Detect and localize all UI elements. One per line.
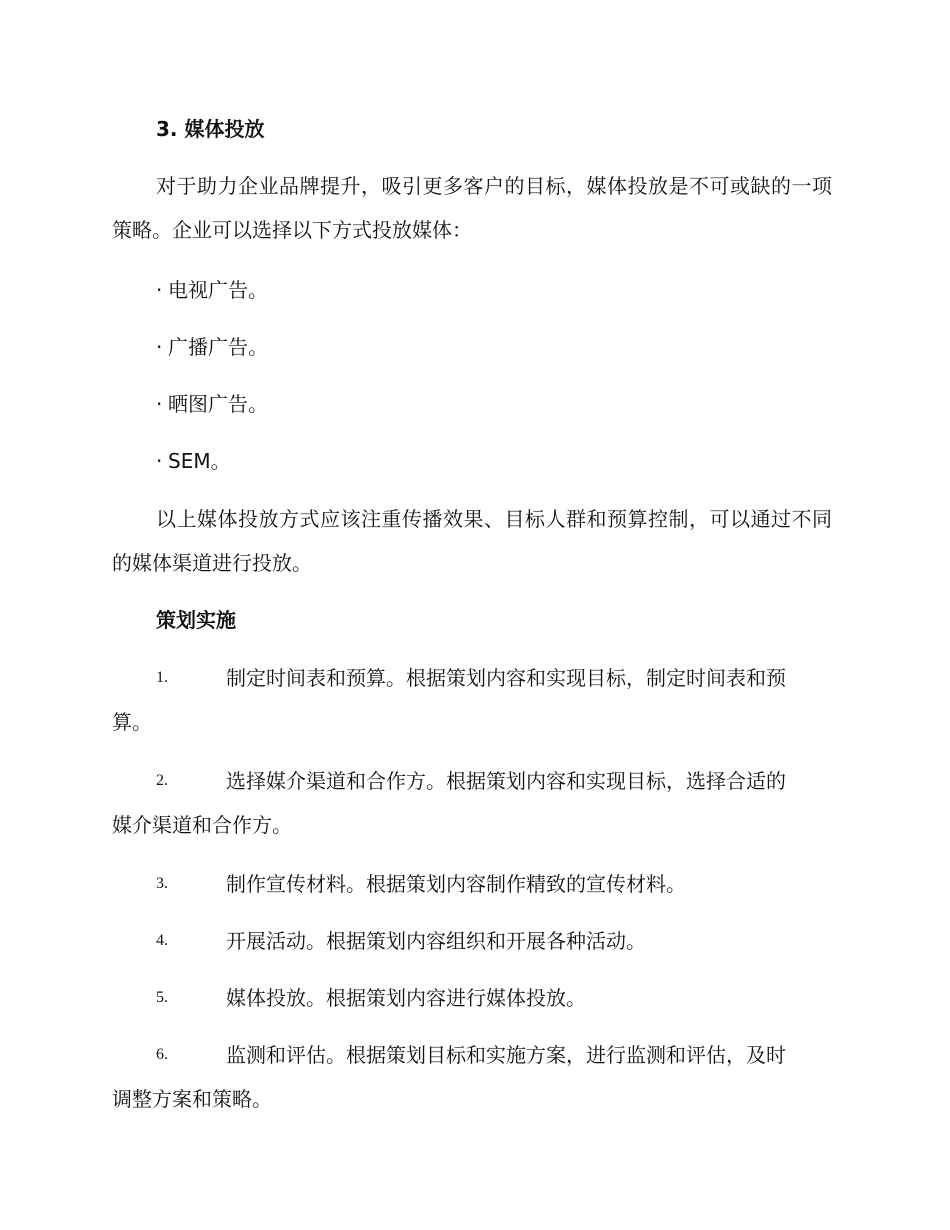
item-number: 1. [156,669,168,686]
list-item [112,919,832,963]
item-number: 5. [156,989,168,1006]
bullet-text: SEM。 [168,449,231,473]
bullet-item [156,390,268,418]
item-text: 选择媒介渠道和合作方。根据策划内容和实现目标，选择合适的 [226,769,786,793]
list-item [112,1033,832,1121]
implementation-heading: 策划实施 [156,608,236,632]
item-number: 6. [156,1046,168,1063]
item-text: 监测和评估。根据策划目标和实施方案，进行监测和评估，及时 [226,1043,786,1067]
bullet-dot: · [156,278,163,302]
bullet-dot: · [156,335,163,359]
item-text: 制定时间表和预算。根据策划内容和实现目标，制定时间表和预 [226,666,786,690]
bullet-dot: · [156,392,163,416]
bullet-item [156,276,268,304]
bullet-text: 广播广告。 [168,335,268,359]
intro-paragraph: 对于助力企业品牌提升，吸引更多客户的目标，媒体投放是不可或缺的一项策略。企业可以选择以下方式投放媒体： [112,174,832,242]
item-text: 制作宣传材料。根据策划内容制作精致的宣传材料。 [226,872,686,896]
item-number: 3. [156,875,168,892]
item-number: 4. [156,932,168,949]
item-text-continued: 调整方案和策略。 [112,1087,272,1111]
bullet-text: 电视广告。 [168,278,268,302]
list-item [112,656,832,744]
item-text: 开展活动。根据策划内容组织和开展各种活动。 [226,929,646,953]
item-number: 2. [156,772,168,789]
bullet-item [156,333,268,361]
list-item [112,862,832,906]
section-heading: 3. 媒体投放 [156,117,265,141]
bullet-dot: · [156,449,163,473]
item-text-continued: 媒介渠道和合作方。 [112,813,292,837]
summary-paragraph: 以上媒体投放方式应该注重传播效果、目标人群和预算控制，可以通过不同的媒体渠道进行投放。 [112,507,832,575]
list-item [112,759,832,847]
item-text-continued: 算。 [112,710,152,734]
bullet-item [156,447,231,475]
list-item [112,976,832,1020]
bullet-text: 晒图广告。 [168,392,268,416]
item-text: 媒体投放。根据策划内容进行媒体投放。 [226,986,586,1010]
